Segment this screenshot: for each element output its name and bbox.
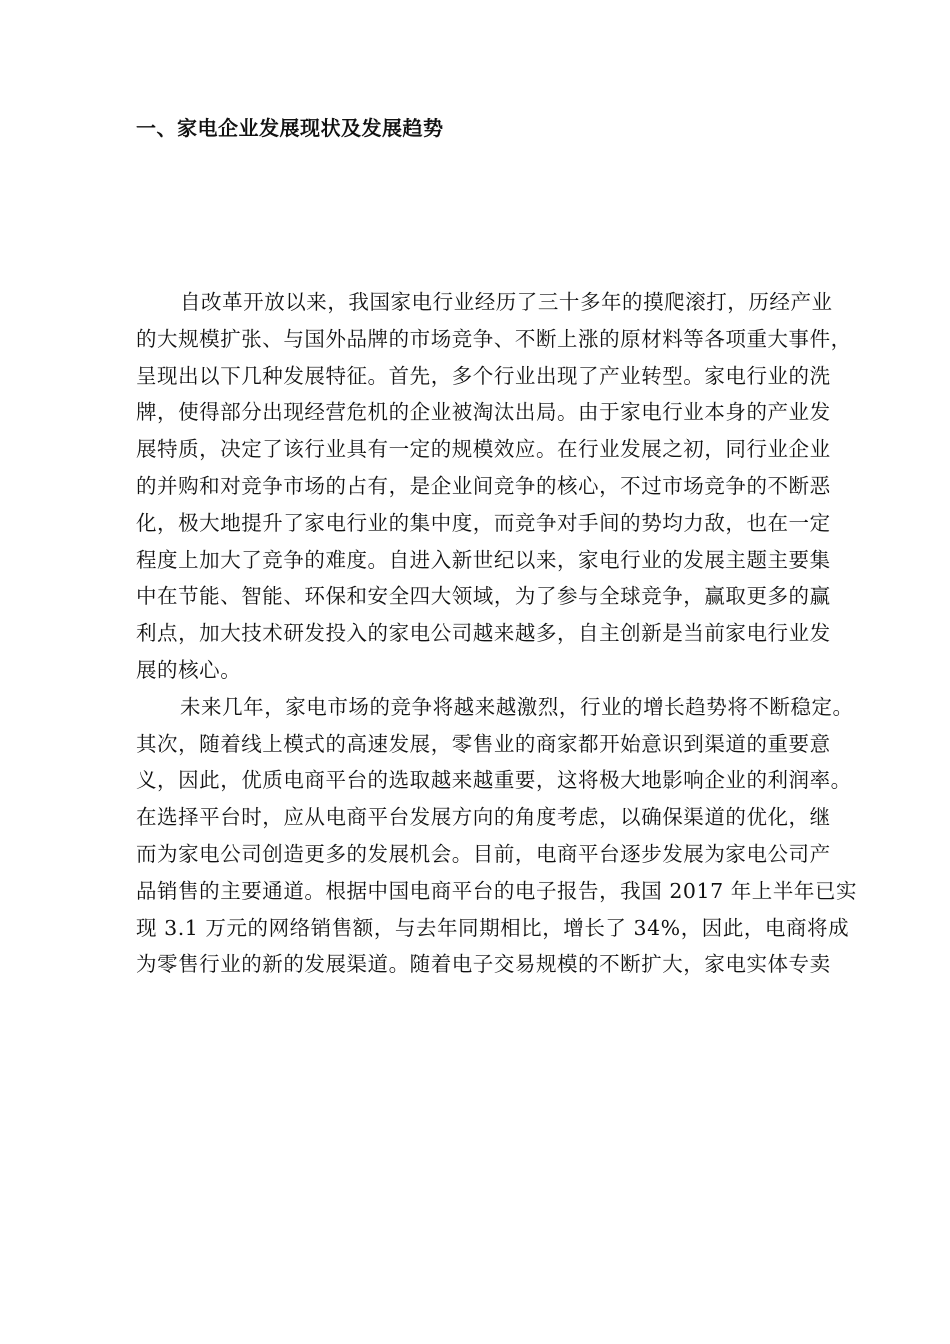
- text-line: 品销售的主要通道。根据中国电商平台的电子报告，我国 2017 年上半年已实: [136, 878, 858, 903]
- text-line: 利点，加大技术研发投入的家电公司越来越多，自主创新是当前家电行业发: [136, 621, 831, 646]
- text-line: 牌，使得部分出现经营危机的企业被淘汰出局。由于家电行业本身的产业发: [136, 400, 831, 425]
- text-line: 中在节能、智能、环保和安全四大领域，为了参与全球竞争，赢取更多的赢: [136, 584, 831, 609]
- text-line: 呈现出以下几种发展特征。首先，多个行业出现了产业转型。家电行业的洗: [136, 363, 831, 388]
- paragraph-1: [136, 284, 896, 689]
- text-line: 在选择平台时，应从电商平台发展方向的角度考虑，以确保渠道的优化，继: [136, 805, 831, 830]
- text-line: 未来几年，家电市场的竞争将越来越激烈，行业的增长趋势将不断稳定。: [180, 694, 854, 719]
- text-line: 义，因此，优质电商平台的选取越来越重要，这将极大地影响企业的利润率。: [136, 768, 852, 793]
- text-line: 化，极大地提升了家电行业的集中度，而竞争对手间的势均力敌，也在一定: [136, 510, 831, 535]
- text-line: 其次，随着线上模式的高速发展，零售业的商家都开始意识到渠道的重要意: [136, 731, 831, 756]
- text-line: 为零售行业的新的发展渠道。随着电子交易规模的不断扩大，家电实体专卖: [136, 952, 831, 977]
- text-line: 自改革开放以来，我国家电行业经历了三十多年的摸爬滚打，历经产业: [180, 290, 833, 314]
- body-text: [136, 284, 896, 983]
- text-line: 展的核心。: [136, 657, 242, 682]
- text-line: 的并购和对竞争市场的占有，是企业间竞争的核心，不过市场竞争的不断恶: [136, 473, 831, 498]
- text-line: 程度上加大了竞争的难度。自进入新世纪以来，家电行业的发展主题主要集: [136, 547, 831, 572]
- text-line: 的大规模扩张、与国外品牌的市场竞争、不断上涨的原材料等各项重大事件，: [136, 326, 852, 351]
- text-line: 展特质，决定了该行业具有一定的规模效应。在行业发展之初，同行业企业: [136, 437, 831, 462]
- section-heading: 一、家电企业发展现状及发展趋势: [136, 116, 444, 140]
- paragraph-2: [136, 689, 896, 983]
- text-line: 而为家电公司创造更多的发展机会。目前，电商平台逐步发展为家电公司产: [136, 841, 831, 866]
- text-line: 现 3.1 万元的网络销售额，与去年同期相比，增长了 34%，因此，电商将成: [136, 915, 850, 940]
